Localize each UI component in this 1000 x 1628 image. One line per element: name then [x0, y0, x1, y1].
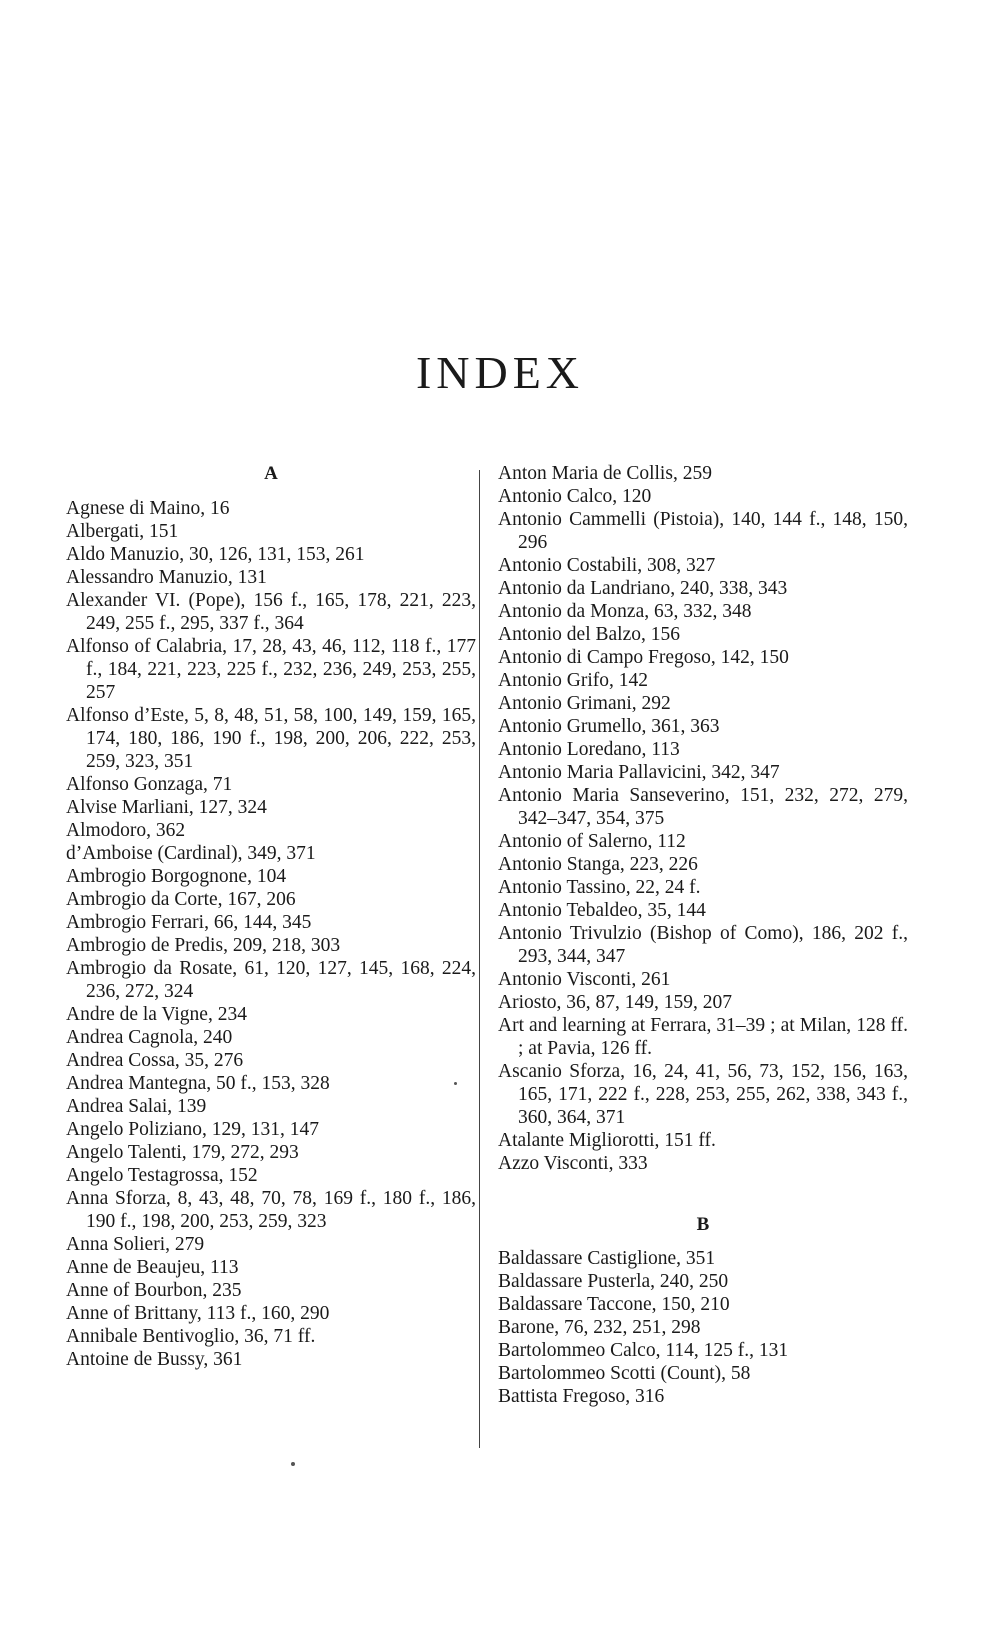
index-entry: Antonio Trivulzio (Bishop of Como), 186, 202 f., 293, 344, 347 [498, 923, 908, 967]
index-entry: Antonio Visconti, 261 [498, 969, 671, 990]
index-entry: Antonio Calco, 120 [498, 486, 652, 507]
scan-speck [454, 1082, 457, 1085]
index-entry: Antonio Grifo, 142 [498, 670, 649, 691]
index-entry: Angelo Testagrossa, 152 [66, 1165, 258, 1186]
index-entry: Antonio di Campo Fregoso, 142, 150 [498, 647, 789, 668]
index-entry: Anna Solieri, 279 [66, 1234, 205, 1255]
index-entry: Angelo Poliziano, 129, 131, 147 [66, 1119, 319, 1140]
index-entry: Antoine de Bussy, 361 [66, 1349, 243, 1370]
index-entry: Atalante Migliorotti, 151 ff. [498, 1130, 716, 1151]
section-heading-a: A [264, 463, 278, 484]
index-entry: Alfonso of Calabria, 17, 28, 43, 46, 112, 118 f., 177 f., 184, 221, 223, 225 f., 232, 236, 249, 253, 255, 257 [66, 636, 476, 703]
index-entry: Baldassare Taccone, 150, 210 [498, 1294, 730, 1315]
index-entry: Ambrogio da Corte, 167, 206 [66, 889, 296, 910]
index-entry: Andre de la Vigne, 234 [66, 1004, 247, 1025]
index-entry: Antonio Stanga, 223, 226 [498, 854, 698, 875]
index-entry: Ascanio Sforza, 16, 24, 41, 56, 73, 152, 156, 163, 165, 171, 222 f., 228, 253, 255, 262, 338, 343 f., 360, 364, 371 [498, 1061, 908, 1128]
index-entry: Antonio Maria Sanseverino, 151, 232, 272, 279, 342–347, 354, 375 [498, 785, 908, 829]
index-entry: Anne of Brittany, 113 f., 160, 290 [66, 1303, 330, 1324]
index-entry: Bartolommeo Calco, 114, 125 f., 131 [498, 1340, 789, 1361]
index-entry: Ambrogio Ferrari, 66, 144, 345 [66, 912, 312, 933]
index-entry: Antonio da Monza, 63, 332, 348 [498, 601, 752, 622]
index-entry: Baldassare Castiglione, 351 [498, 1248, 716, 1269]
index-entry: Andrea Cagnola, 240 [66, 1027, 233, 1048]
index-entry: Antonio da Landriano, 240, 338, 343 [498, 578, 788, 599]
index-entry: Aldo Manuzio, 30, 126, 131, 153, 261 [66, 544, 365, 565]
index-column-right [498, 462, 908, 1408]
entry-list-a-left [66, 497, 476, 1371]
index-entry: Alexander VI. (Pope), 156 f., 165, 178, 221, 223, 249, 255 f., 295, 337 f., 364 [66, 590, 476, 634]
index-entry: Baldassare Pusterla, 240, 250 [498, 1271, 729, 1292]
index-column-left [66, 462, 476, 1371]
index-entry: Antonio Grumello, 361, 363 [498, 716, 720, 737]
index-entry: Art and learning at Ferrara, 31–39 ; at Milan, 128 ff. ; at Pavia, 126 ff. [498, 1015, 908, 1059]
index-entry: Antonio Tebaldeo, 35, 144 [498, 900, 706, 921]
index-entry: Antonio Tassino, 22, 24 f. [498, 877, 701, 898]
section-heading-b: B [696, 1214, 710, 1235]
index-entry: Antonio Costabili, 308, 327 [498, 555, 716, 576]
index-entry: Antonio del Balzo, 156 [498, 624, 680, 645]
index-entry: Ambrogio da Rosate, 61, 120, 127, 145, 168, 224, 236, 272, 324 [66, 958, 476, 1002]
index-entry: d’Amboise (Cardinal), 349, 371 [66, 843, 316, 864]
index-entry: Anne de Beaujeu, 113 [66, 1257, 239, 1278]
index-entry: Agnese di Maino, 16 [66, 498, 230, 519]
index-entry: Alvise Marliani, 127, 324 [66, 797, 267, 818]
entry-list-b [498, 1247, 908, 1408]
index-entry: Ambrogio de Predis, 209, 218, 303 [66, 935, 341, 956]
index-entry: Anna Sforza, 8, 43, 48, 70, 78, 169 f., 180 f., 186, 190 f., 198, 200, 253, 259, 323 [66, 1188, 476, 1232]
index-entry: Azzo Visconti, 333 [498, 1153, 648, 1174]
index-entry: Anne of Bourbon, 235 [66, 1280, 242, 1301]
index-entry: Annibale Bentivoglio, 36, 71 ff. [66, 1326, 316, 1347]
scan-speck [291, 1462, 295, 1466]
index-entry: Alfonso Gonzaga, 71 [66, 774, 233, 795]
index-entry: Ariosto, 36, 87, 149, 159, 207 [498, 992, 732, 1013]
index-entry: Andrea Cossa, 35, 276 [66, 1050, 244, 1071]
column-divider [479, 470, 480, 1448]
index-entry: Angelo Talenti, 179, 272, 293 [66, 1142, 299, 1163]
index-entry: Antonio of Salerno, 112 [498, 831, 686, 852]
index-entry: Barone, 76, 232, 251, 298 [498, 1317, 701, 1338]
page-title: INDEX [415, 347, 585, 398]
index-entry: Antonio Grimani, 292 [498, 693, 671, 714]
index-entry: Andrea Mantegna, 50 f., 153, 328 [66, 1073, 330, 1094]
index-entry: Bartolommeo Scotti (Count), 58 [498, 1363, 751, 1384]
index-entry: Anton Maria de Collis, 259 [498, 463, 712, 484]
index-entry: Alfonso d’Este, 5, 8, 48, 51, 58, 100, 149, 159, 165, 174, 180, 186, 190 f., 198, 200, 206, 222, 253, 259, 323, 351 [66, 705, 476, 772]
index-entry: Antonio Loredano, 113 [498, 739, 680, 760]
entry-list-a-right [498, 462, 908, 1175]
index-entry: Albergati, 151 [66, 521, 179, 542]
index-entry: Alessandro Manuzio, 131 [66, 567, 267, 588]
index-entry: Antonio Maria Pallavicini, 342, 347 [498, 762, 780, 783]
index-entry: Andrea Salai, 139 [66, 1096, 207, 1117]
index-entry: Ambrogio Borgognone, 104 [66, 866, 287, 887]
index-entry: Almodoro, 362 [66, 820, 186, 841]
index-entry: Battista Fregoso, 316 [498, 1386, 665, 1407]
index-entry: Antonio Cammelli (Pistoia), 140, 144 f., 148, 150, 296 [498, 509, 908, 553]
